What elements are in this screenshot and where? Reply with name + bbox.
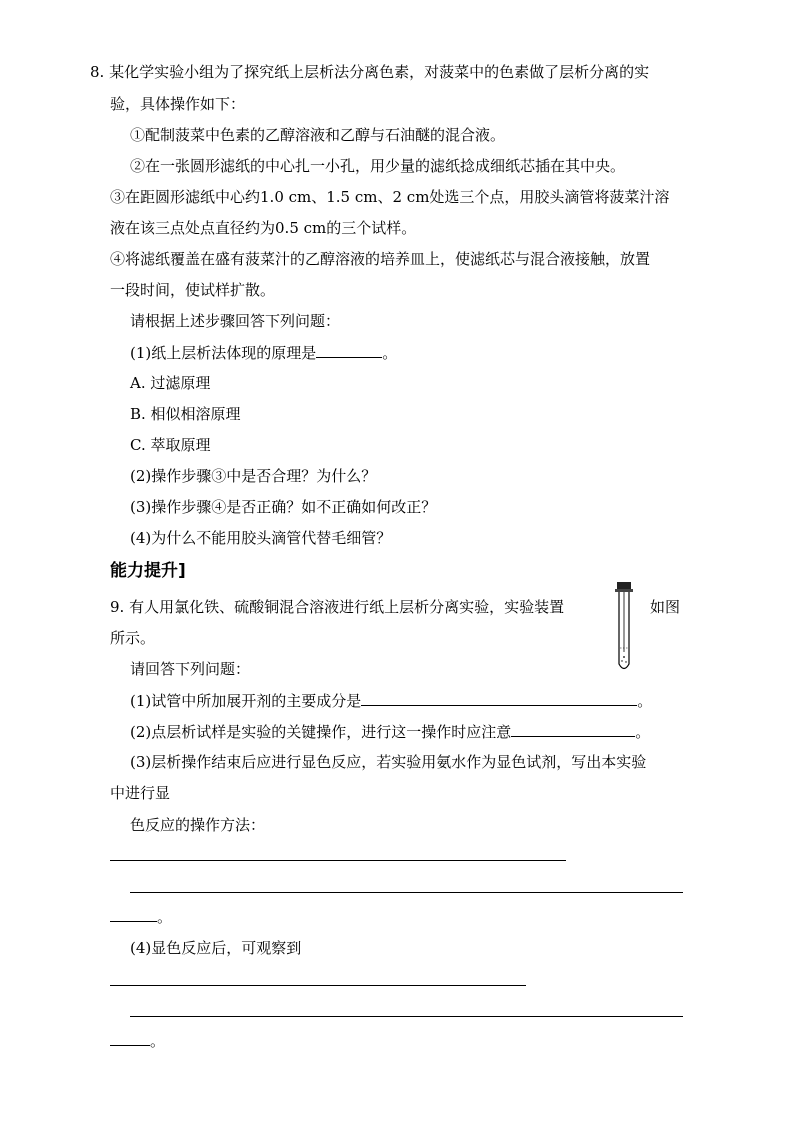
q9-sub1-end: 。 <box>637 692 653 710</box>
q9-stem-line-1a: 9. 有人用氯化铁、硫酸铜混合溶液进行纸上层析分离实验，实验装置 <box>110 598 565 616</box>
q9-subquestion-2 <box>130 721 650 741</box>
q8-step-3-line-2: 液在该三点处点直径约为0.5 cm的三个试样。 <box>110 219 417 237</box>
q8-step-2: ②在一张圆形滤纸的中心扎一小孔，用少量的滤纸捻成细纸芯插在其中央。 <box>130 157 626 175</box>
q8-stem-line-1: 8. 某化学实验小组为了探究纸上层析法分离色素，对菠菜中的色素做了层析分离的实 <box>90 63 650 81</box>
q8-step-1: ①配制菠菜中色素的乙醇溶液和乙醇与石油醚的混合液。 <box>130 126 506 144</box>
q9-stem-line-2: 所示。 <box>110 629 156 647</box>
q8-subquestion-1 <box>130 342 397 362</box>
q9-sub4-end: 。 <box>150 1032 166 1050</box>
q8-step-4-line-2: 一段时间，使试样扩散。 <box>110 281 276 299</box>
q8-step-4-line-1: ④将滤纸覆盖在盛有菠菜汁的乙醇溶液的培养皿上，使滤纸芯与混合液接触，放置 <box>110 250 651 268</box>
q9-sub4-answer-line-3 <box>110 1030 165 1050</box>
q8-stem-line-2: 验，具体操作如下： <box>110 95 246 113</box>
q9-sub3-blank-end[interactable] <box>110 906 157 922</box>
q8-option-c: C. 萃取原理 <box>130 436 211 454</box>
section-heading: 能力提升] <box>110 561 186 581</box>
q9-subquestion-3-line-1: (3)层析操作结束后应进行显色反应，若实验用氨水作为显色试剂，写出本实验 <box>130 753 647 771</box>
q9-subquestion-1 <box>130 690 652 710</box>
q8-sub1-blank[interactable] <box>316 342 382 358</box>
q9-sub2-text: (2)点层析试样是实验的关键操作，进行这一操作时应注意 <box>130 723 512 741</box>
q9-sub2-blank[interactable] <box>511 721 635 737</box>
q8-step-3-line-1: ③在距圆形滤纸中心约1.0 cm、1.5 cm、2 cm处选三个点，用胶头滴管将菠菜汁溶 <box>110 188 670 206</box>
q8-sub1-end: 。 <box>382 344 398 362</box>
q8-prompt: 请根据上述步骤回答下列问题： <box>130 312 341 330</box>
q9-sub3-answer-line-2[interactable] <box>130 892 683 893</box>
q9-prompt: 请回答下列问题： <box>130 660 251 678</box>
q9-sub4-answer-line-1[interactable] <box>110 985 526 986</box>
q9-sub3-answer-line-1[interactable] <box>110 860 566 861</box>
q9-subquestion-4: (4)显色反应后，可观察到 <box>130 939 302 957</box>
q9-sub2-end: 。 <box>635 723 651 741</box>
q9-sub1-blank[interactable] <box>361 690 637 706</box>
q9-sub4-blank-end[interactable] <box>110 1030 150 1046</box>
q9-sub4-answer-line-2[interactable] <box>130 1016 683 1017</box>
test-tube-icon <box>612 582 636 674</box>
q8-subquestion-4: (4)为什么不能用胶头滴管代替毛细管？ <box>130 529 392 547</box>
q9-sub1-text: (1)试管中所加展开剂的主要成分是 <box>130 692 362 710</box>
q8-subquestion-2: (2)操作步骤③中是否合理？为什么？ <box>130 467 377 485</box>
q8-sub1-text: (1)纸上层析法体现的原理是 <box>130 344 317 362</box>
q9-subquestion-3-line-3: 色反应的操作方法： <box>130 816 266 834</box>
q9-sub3-end: 。 <box>157 908 173 926</box>
q9-subquestion-3-line-2: 中进行显 <box>110 784 171 802</box>
q9-sub3-answer-line-3 <box>110 906 172 926</box>
q8-subquestion-3: (3)操作步骤④是否正确？如不正确如何改正？ <box>130 498 437 516</box>
q8-option-a: A. 过滤原理 <box>130 374 211 392</box>
q8-option-b: B. 相似相溶原理 <box>130 405 241 423</box>
q9-stem-line-1b: 如图 <box>650 598 681 616</box>
